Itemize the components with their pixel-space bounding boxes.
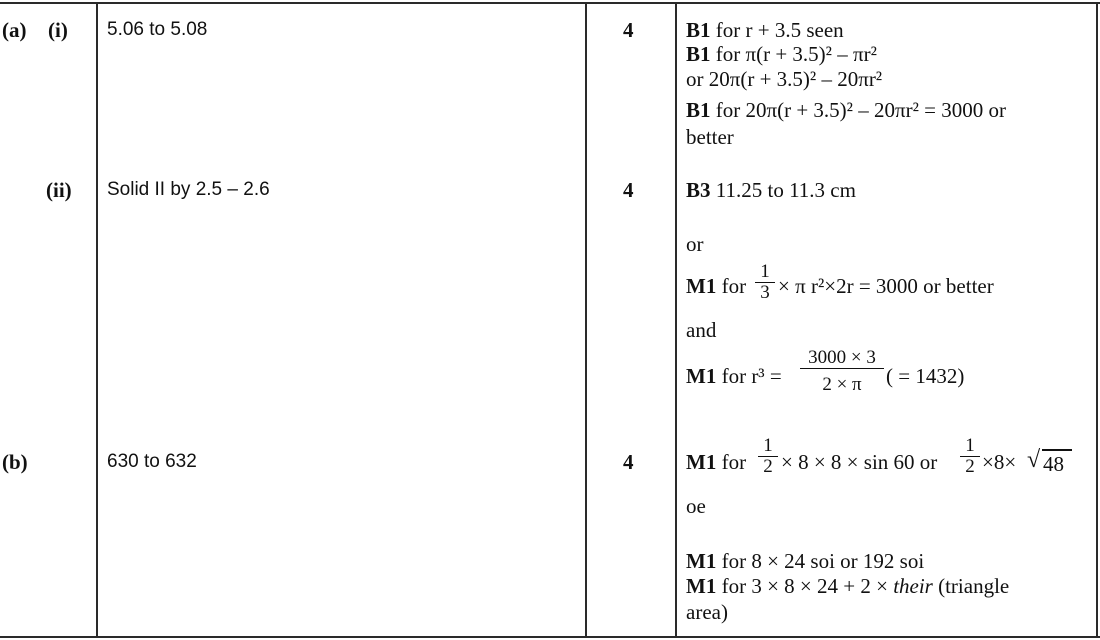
marks-a-i: 4 [623,18,634,42]
denominator: 2 [965,456,975,477]
note-b-m1a-mid: × 8 × 8 × sin 60 or [781,450,938,474]
note-text: for π(r + 3.5)² – πr² [715,42,877,66]
sqrt-radical-icon: √ [1027,447,1041,473]
note-text: for [721,274,747,298]
note-b-m1a-sqrt: 48 [1043,452,1064,476]
numerator: 3000 × 3 [800,348,884,369]
note-a-i-line5: better [686,125,734,149]
note-text: for [721,450,747,474]
fraction-one-half [758,436,778,477]
note-a-ii-and: and [686,318,717,342]
note-a-i-line1 [686,18,844,42]
table-bottom-border [0,636,1100,638]
mark-code: M1 [686,450,717,474]
note-b-m1c-line2: area) [686,600,728,624]
mark-code: B1 [686,98,711,122]
mark-code: B1 [686,42,711,66]
subpart-label-i: (i) [48,18,68,42]
note-text: for 20π(r + 3.5)² – 20πr² = 3000 or [715,98,1006,122]
note-text: (triangle [938,574,1010,598]
denominator: 3 [760,282,770,303]
note-a-i-line4 [686,98,1006,122]
note-b-m1b [686,549,924,573]
numerator: 1 [758,436,778,457]
mark-code: M1 [686,274,717,298]
mark-code: M1 [686,574,717,598]
column-divider-part [96,2,98,638]
column-divider-answer [585,2,587,638]
part-label-a: (a) [2,18,27,42]
denominator: 2 [763,456,773,477]
sqrt-bar [1042,449,1072,451]
fraction-one-third [755,262,775,303]
mark-code: B1 [686,18,711,42]
note-text: for r + 3.5 seen [715,18,844,42]
table-top-border [0,2,1100,4]
note-b-m1c [686,574,1009,598]
mark-code: B3 [686,178,711,202]
fraction-one-half-2 [960,436,980,477]
marks-a-ii: 4 [623,178,634,202]
marks-b: 4 [623,450,634,474]
note-b-oe: oe [686,494,706,518]
table-right-border [1096,2,1098,638]
note-text-italic: their [893,574,933,598]
answer-a-i: 5.06 to 5.08 [107,19,208,40]
note-a-ii-m1b [686,364,782,388]
note-b-m1a [686,450,746,474]
note-a-ii-m1a [686,274,746,298]
denominator: 2 × π [822,374,862,395]
subpart-label-ii: (ii) [46,178,72,202]
numerator: 1 [755,262,775,283]
note-a-ii-line1 [686,178,856,202]
note-a-ii-m1a-rest: × π r²×2r = 3000 or better [778,274,994,298]
note-a-i-line3: or 20π(r + 3.5)² – 20πr² [686,67,883,91]
note-text: 11.25 to 11.3 cm [715,178,856,202]
mark-code: M1 [686,549,717,573]
note-text: for 8 × 24 soi or 192 soi [721,549,925,573]
note-b-m1a-post: ×8× [982,450,1017,474]
numerator: 1 [960,436,980,457]
mark-code: M1 [686,364,717,388]
part-label-b: (b) [2,450,28,474]
note-text: for r³ = [721,364,782,388]
fraction-3000x3-over-2pi [800,348,884,395]
answer-b: 630 to 632 [107,451,197,472]
note-a-ii-or: or [686,232,704,256]
answer-a-ii: Solid II by 2.5 – 2.6 [107,179,270,200]
note-text: for 3 × 8 × 24 + 2 × [721,574,888,598]
note-a-i-line2 [686,42,877,66]
note-a-ii-m1b-rest: ( = 1432) [886,364,965,388]
column-divider-marks [675,2,677,638]
